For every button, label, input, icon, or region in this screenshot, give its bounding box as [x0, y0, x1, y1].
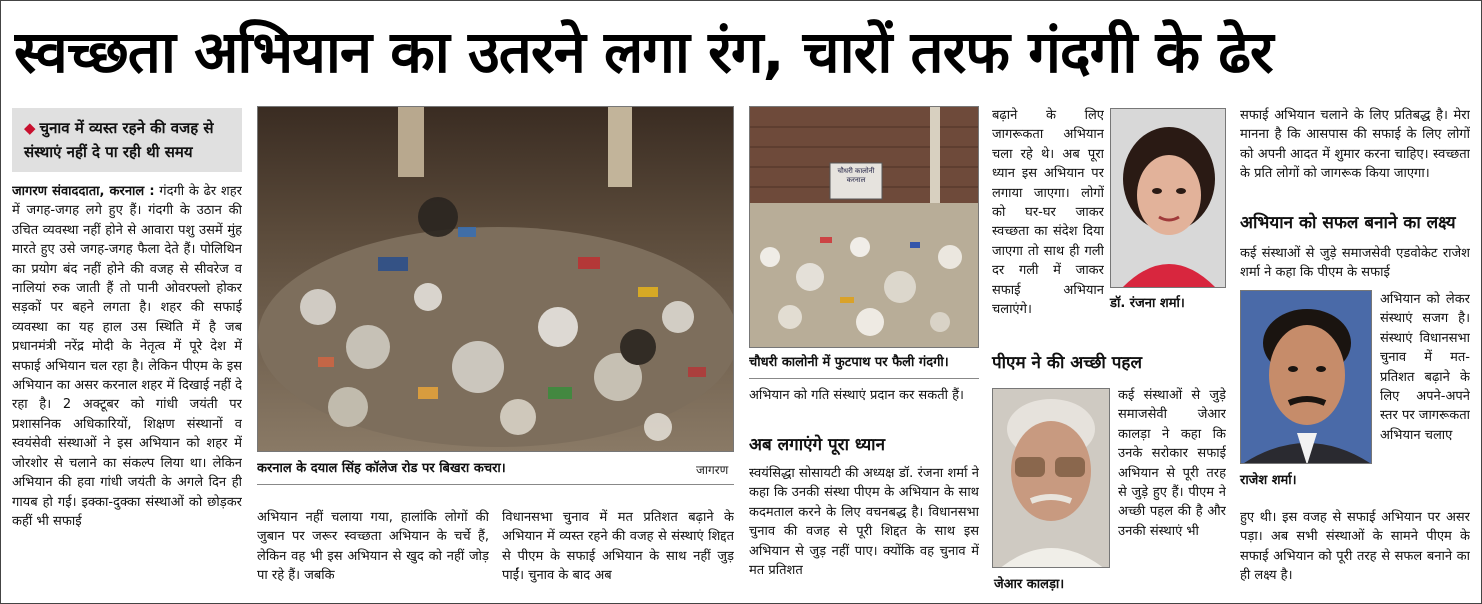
article-column-6-top: सफाई अभियान चलाने के लिए प्रतिबद्ध है। मेरा मानना है कि आसपास की सफाई के लिए लोगों को अपनी आदत में शुमार करना चाहिए। स्वच्छता के प्रति लोगों को जागरूक किया जाएगा। — [1240, 108, 1470, 182]
portrait-3-name: राजेश शर्मा। — [1240, 473, 1297, 488]
article-column-4-top: अभियान को गति संस्थाएं प्रदान कर सकती हैं। — [749, 388, 964, 403]
subhead-success-goal: अभियान को सफल बनाने का लक्ष्य — [1240, 213, 1456, 233]
subhead-full-attention: अब लगाएंगे पूरा ध्यान — [749, 435, 886, 455]
article-column-4-bottom: स्वयंसिद्धा सोसायटी की अध्यक्ष डॉ. रंजना शर्मा ने कहा कि उनकी संस्था पीएम के अभियान के साथ कदमताल करने के लिए वचनबद्ध है। विधानसभा चुनाव की वजह से पूरी शिद्दत के साथ इस अभियान से जुड़ नहीं पाए। क्योंकि वह चुनाव में मत प्रतिशत — [749, 466, 979, 579]
article-column-6-mid: कई संस्थाओं से जुड़े समाजसेवी एडवोकेट राजेश शर्मा ने कहा कि पीएम के सफाई — [1240, 246, 1470, 281]
byline: जागरण संवाददाता, करनाल : — [12, 184, 155, 199]
article-column-6-bottom: हुए थी। इस वजह से सफाई अभियान पर असर पड़ा। अब सभी संस्थाओं के सामने पीएम के सफाई अभियान को पूरी तरह से सफल बनाने का ही लक्ष्य है। — [1240, 510, 1470, 584]
article-column-1 — [12, 182, 242, 590]
portrait-jr-kalra — [992, 388, 1110, 568]
article-column-6-side: अभियान को लेकर संस्थाएं सजग है। संस्थाएं विधानसभा चुनाव में मत-प्रतिशत बढ़ाने के लिए अपने-अपने स्तर पर जागरूकता अभियान चलाए — [1380, 292, 1470, 443]
subhead-pm-initiative: पीएम ने की अच्छी पहल — [992, 353, 1142, 373]
photo-1-caption: करनाल के दयाल सिंह कॉलेज रोड पर बिखरा कचरा। — [257, 461, 506, 476]
portrait-2-name: जेआर कालड़ा। — [994, 577, 1065, 592]
woman-portrait-image — [1111, 109, 1226, 288]
article-column-2: अभियान नहीं चलाया गया, हालांकि लोगों की जुबान पर जरूर स्वच्छता अभियान के चर्चे हैं, लेकिन वह भी इस अभियान से खुद को नहीं जोड़ पा रहे हैं। जबकि — [257, 510, 489, 584]
article-column-5-bottom: कई संस्थाओं से जुड़े समाजसेवी जेआर कालड़ा ने कहा कि उनके सरोकार सफाई अभियान से पूरी तरह से जुड़े हुए हैं। पीएम ने अच्छी पहल की है और उनकी संस्थाएं भी — [1118, 388, 1226, 539]
column-1-text: गंदगी के ढेर शहर में जगह-जगह लगे हुए हैं। गंदगी के उठान की उचित व्यवस्था नहीं होने से आवारा पशु उसमें मुंह मारते हुए उसे जगह-जगह फैला देते हैं। पोलिथिन का प्रयोग बंद नहीं होने की वजह से सीवरेज व नालियां रुक जाती हैं तो पानी ओवरफ्लो होकर सड़कों पर बहने लगता है। शहर की सफाई व्यवस्था का यह हाल उस स्थिति में है जब प्रधानमंत्री नरेंद्र मोदी के नेतृत्व में पूरे देश में सफाई अभियान चल रहा है। लेकिन पीएम के इस अभियान का असर करनाल शहर में दिखाई नहीं दे रहा है। 2 अक्टूबर को गांधी जयंती पर प्रशासनिक अधिकारियों, शिक्षण संस्थानों व स्वयंसेवी संस्थाओं ने इस अभियान को शहर में जोरशोर से चलाने का संकल्प लिया था। लेकिन अभियान की हवा गांधी जयंती के अगले दिन ही गायब हो गई। इक्का-दुक्का संस्थाओं को छोड़कर कहीं भी सफाई — [12, 184, 242, 529]
caption-rule — [257, 484, 734, 485]
photo-colony-footpath — [749, 106, 979, 348]
article-column-5-top: बढ़ाने के लिए जागरूकता अभियान चला रहे थे। अब पूरा ध्यान इस अभियान पर लगाया जाएगा। लोगों को घर-घर जाकर स्वच्छता का संदेश दिया जाएगा तो साथ ही गली दर गली में जाकर सफाई अभियान चलाएंगे। — [992, 108, 1104, 318]
portrait-ranjana-sharma — [1110, 108, 1226, 288]
bullet-icon: ◆ — [24, 119, 36, 137]
article-column-3: विधानसभा चुनाव में मत प्रतिशत बढ़ाने के अभियान में व्यस्त रहने की वजह से संस्थाएं शिद्दत से पीएम के सफाई अभियान के साथ नहीं जुड़ पाईं। चुनाव के बाद अब — [502, 510, 734, 584]
colony-sign-text: चौधरी कालोनी करनाल — [837, 167, 875, 184]
headline: स्वच्छता अभियान का उतरने लगा रंग, चारों तरफ गंदगी के ढेर — [14, 18, 1273, 86]
kicker-text: चुनाव में व्यस्त रहने की वजह से संस्थाएं नहीं दे पा रही थी समय — [24, 119, 214, 161]
man-portrait-image — [993, 389, 1110, 568]
colony-photo-image — [750, 107, 979, 348]
garbage-photo-image — [258, 107, 734, 452]
portrait-rajesh-sharma — [1240, 290, 1372, 464]
photo-garbage-road — [257, 106, 734, 452]
caption-rule-2 — [749, 378, 979, 379]
portrait-1-name: डॉ. रंजना शर्मा। — [1110, 296, 1185, 311]
photo-2-caption: चौधरी कालोनी में फुटपाथ पर फैली गंदगी। — [749, 355, 949, 370]
kicker-box — [12, 108, 242, 172]
man-portrait-image-2 — [1241, 291, 1372, 464]
photo-1-credit: जागरण — [696, 463, 729, 477]
